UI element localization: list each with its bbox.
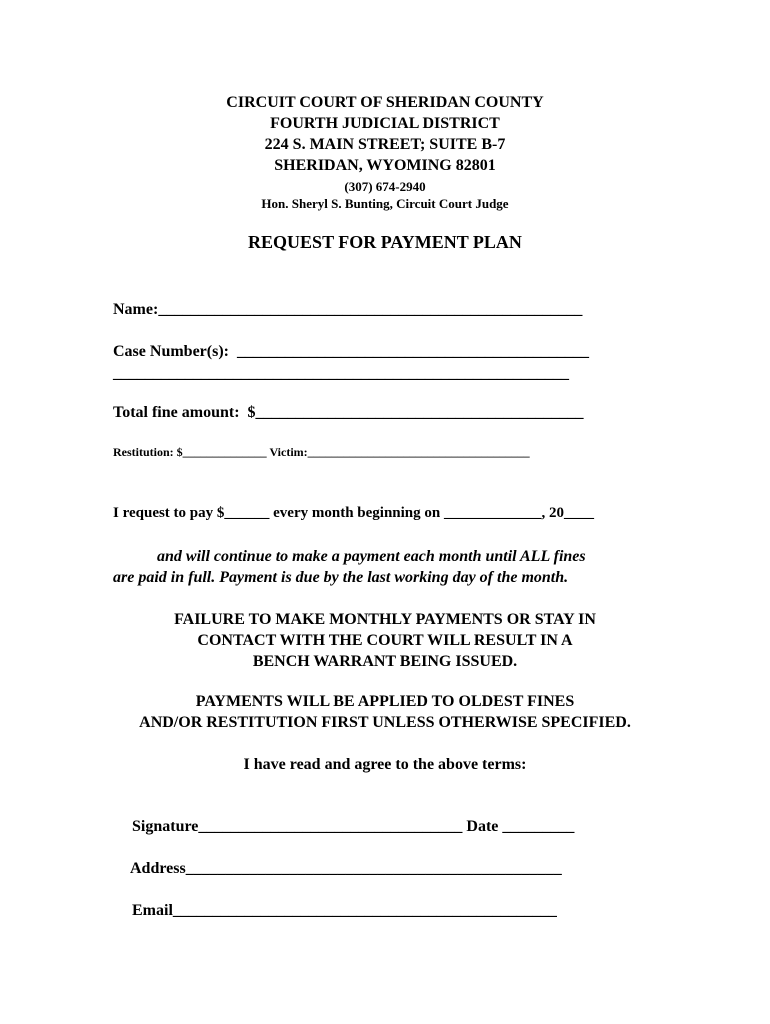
- address-field[interactable]: Address_______________________________________________: [130, 860, 562, 877]
- street-address: 224 S. MAIN STREET; SUITE B-7: [264, 136, 506, 153]
- court-phone: (307) 674-2940: [344, 179, 426, 194]
- warning-line-2: CONTACT WITH THE COURT WILL RESULT IN A: [197, 632, 573, 649]
- payment-request-field[interactable]: I request to pay $______ every month beginning on _____________, 20____: [113, 505, 594, 521]
- name-field[interactable]: Name:_____________________________________________________: [113, 301, 583, 318]
- total-fine-field[interactable]: Total fine amount: $_________________________________________: [113, 404, 584, 421]
- signature-date-field[interactable]: Signature_________________________________ Date _________: [132, 818, 575, 835]
- case-number-field[interactable]: Case Number(s): ____________________________________________: [113, 343, 589, 360]
- continue-payment-text: and will continue to make a payment each month until ALL fines: [157, 548, 586, 565]
- payment-due-text: are paid in full. Payment is due by the last working day of the month.: [113, 569, 569, 586]
- city-state-zip: SHERIDAN, WYOMING 82801: [274, 157, 496, 174]
- case-number-field-continued[interactable]: _________________________________________________________: [113, 365, 569, 382]
- district-name: FOURTH JUDICIAL DISTRICT: [270, 115, 500, 132]
- court-name: CIRCUIT COURT OF SHERIDAN COUNTY: [226, 94, 544, 111]
- form-title: REQUEST FOR PAYMENT PLAN: [248, 232, 522, 252]
- payments-applied-line-2: AND/OR RESTITUTION FIRST UNLESS OTHERWISE SPECIFIED.: [139, 714, 631, 731]
- agreement-statement: I have read and agree to the above terms:: [243, 756, 527, 773]
- payments-applied-line-1: PAYMENTS WILL BE APPLIED TO OLDEST FINES: [195, 693, 575, 710]
- judge-name: Hon. Sheryl S. Bunting, Circuit Court Judge: [261, 196, 509, 211]
- warning-line-3: BENCH WARRANT BEING ISSUED.: [252, 653, 518, 670]
- restitution-victim-field[interactable]: Restitution: $______________ Victim:_____________________________________: [113, 445, 530, 459]
- warning-line-1: FAILURE TO MAKE MONTHLY PAYMENTS OR STAY IN: [174, 611, 596, 628]
- email-field[interactable]: Email________________________________________________: [132, 902, 557, 919]
